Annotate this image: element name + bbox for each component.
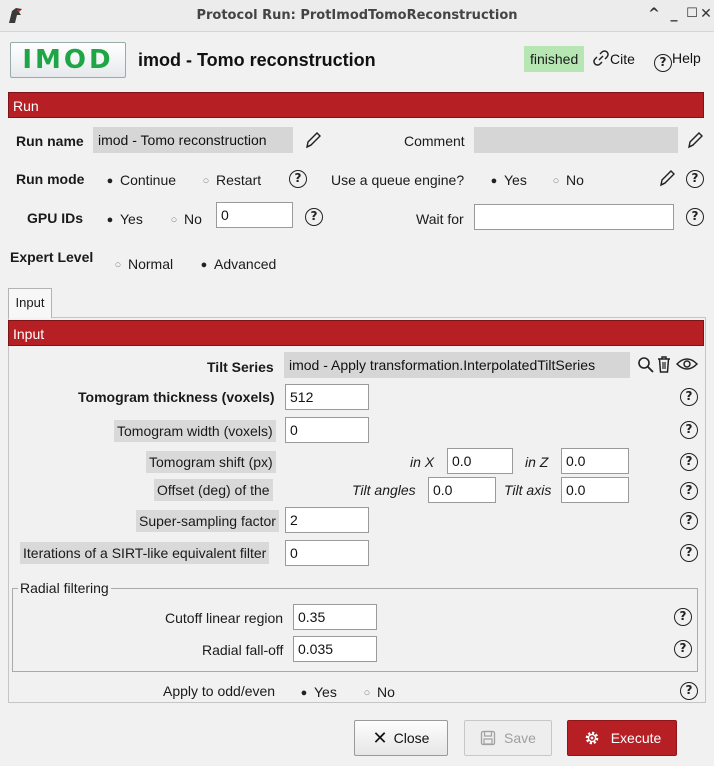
odd-even-label: Apply to odd/even [163,683,276,699]
falloff-label: Radial fall-off [202,642,284,658]
radio-unselected-icon: ○ [363,687,371,699]
restore-icon[interactable]: ☐ [686,6,698,21]
cite-link[interactable] [592,50,635,67]
tilt-angles-label: Tilt angles [352,482,416,498]
gear-icon [583,729,601,747]
trash-icon[interactable] [656,355,672,374]
shift-z-label: in Z [525,454,549,470]
queue-no-radio[interactable]: ○ No [550,172,584,188]
run-mode-label: Run mode [16,171,85,187]
protocol-title: imod - Tomo reconstruction [138,50,376,70]
eye-icon[interactable] [676,357,698,371]
offset-help-icon[interactable]: ? [680,482,698,500]
radio-unselected-icon: ○ [170,214,178,226]
cutoff-help-icon[interactable]: ? [674,608,692,626]
expert-level-label: Expert Level [10,249,94,265]
run-section-header: Run [8,92,704,118]
tilt-axis-label: Tilt axis [504,482,552,498]
sirt-iterations-label: Iterations of a SIRT-like equivalent filter [20,542,269,564]
gpu-yes-radio[interactable]: ● Yes [104,211,143,227]
save-button[interactable] [464,720,552,756]
tilt-series-label: Tilt Series [207,359,274,375]
supersampling-label: Super-sampling factor [136,510,279,532]
shift-x-input[interactable]: 0.0 [447,448,513,474]
radio-selected-icon: ● [106,175,114,187]
shift-z-input[interactable]: 0.0 [561,448,629,474]
minimize-icon[interactable]: _ [670,6,678,22]
gpu-ids-input[interactable]: 0 [216,202,293,228]
input-section-header: Input [8,320,704,346]
shift-help-icon[interactable]: ? [680,453,698,471]
edit-run-name-pencil-icon[interactable] [304,130,322,150]
radio-selected-icon: ● [200,259,208,271]
radio-selected-icon: ● [300,687,308,699]
queue-engine-label: Use a queue engine? [331,172,465,188]
close-window-icon[interactable]: ✕ [700,6,712,22]
imod-logo: IMOD [10,42,126,78]
run-mode-restart-radio[interactable]: ○ Restart [200,172,261,188]
edit-comment-pencil-icon[interactable] [686,130,704,150]
save-button-label: Save [504,730,536,746]
comment-field[interactable] [474,127,678,153]
odd-even-no-radio[interactable]: ○ No [361,684,395,700]
odd-even-yes-radio[interactable]: ● Yes [298,684,337,700]
falloff-input[interactable]: 0.035 [293,636,377,662]
falloff-help-icon[interactable]: ? [674,640,692,658]
radio-unselected-icon: ○ [114,259,122,271]
title-bar [0,0,714,32]
help-label: Help [672,50,701,66]
run-name-field[interactable]: imod - Tomo reconstruction [93,127,293,153]
close-button-label: Close [393,730,430,746]
maximize-chevron-icon[interactable]: ^ [648,6,660,22]
wait-for-input[interactable] [474,204,674,230]
run-mode-help-icon[interactable]: ? [289,170,307,188]
sirt-help-icon[interactable]: ? [680,544,698,562]
edit-queue-pencil-icon[interactable] [658,168,676,188]
save-icon [480,730,496,746]
status-badge: finished [524,46,584,72]
wait-for-label: Wait for [416,211,464,227]
execute-button[interactable] [567,720,677,756]
supersampling-help-icon[interactable]: ? [680,512,698,530]
search-icon[interactable] [637,356,655,374]
shift-x-label: in X [410,454,435,470]
sirt-iterations-input[interactable]: 0 [285,540,369,566]
odd-even-help-icon[interactable]: ? [680,682,698,700]
radio-selected-icon: ● [106,214,114,226]
queue-yes-radio[interactable]: ● Yes [488,172,527,188]
wait-for-help-icon[interactable]: ? [686,208,704,226]
window-title: Protocol Run: ProtImodTomoReconstruction [196,8,518,23]
cutoff-input[interactable]: 0.35 [293,604,377,630]
radio-selected-icon: ● [490,175,498,187]
tomogram-shift-label: Tomogram shift (px) [146,451,276,473]
expert-normal-radio[interactable]: ○ Normal [112,256,173,272]
supersampling-input[interactable]: 2 [285,507,369,533]
radial-filtering-title: Radial filtering [20,580,109,596]
execute-button-label: Execute [610,730,662,746]
cite-label: Cite [610,51,635,67]
thickness-help-icon[interactable]: ? [680,388,698,406]
gpu-help-icon[interactable]: ? [305,208,323,226]
tomogram-thickness-label: Tomogram thickness (voxels) [78,389,275,405]
help-icon: ? [654,54,672,72]
gpu-ids-label: GPU IDs [27,210,84,226]
run-name-label: Run name [16,133,84,149]
gpu-no-radio[interactable]: ○ No [168,211,202,227]
run-mode-continue-radio[interactable]: ● Continue [104,172,176,188]
width-help-icon[interactable]: ? [680,421,698,439]
tomogram-thickness-input[interactable]: 512 [285,384,369,410]
close-x-icon: ✕ [372,728,388,748]
tilt-axis-input[interactable]: 0.0 [561,477,629,503]
help-link[interactable] [654,50,701,72]
comment-label: Comment [404,133,465,149]
tomogram-width-label: Tomogram width (voxels) [114,420,276,442]
link-icon [592,50,610,66]
tilt-angles-input[interactable]: 0.0 [428,477,496,503]
tilt-series-field[interactable]: imod - Apply transformation.InterpolatedTiltSeries [284,352,630,378]
offset-label: Offset (deg) of the [154,479,273,501]
radio-unselected-icon: ○ [552,175,560,187]
tomogram-width-input[interactable]: 0 [285,417,369,443]
queue-help-icon[interactable]: ? [686,170,704,188]
radio-unselected-icon: ○ [202,175,210,187]
cutoff-label: Cutoff linear region [165,610,284,626]
close-button[interactable] [354,720,448,756]
tab-input[interactable]: Input [8,288,52,318]
expert-advanced-radio[interactable]: ● Advanced [198,256,276,272]
